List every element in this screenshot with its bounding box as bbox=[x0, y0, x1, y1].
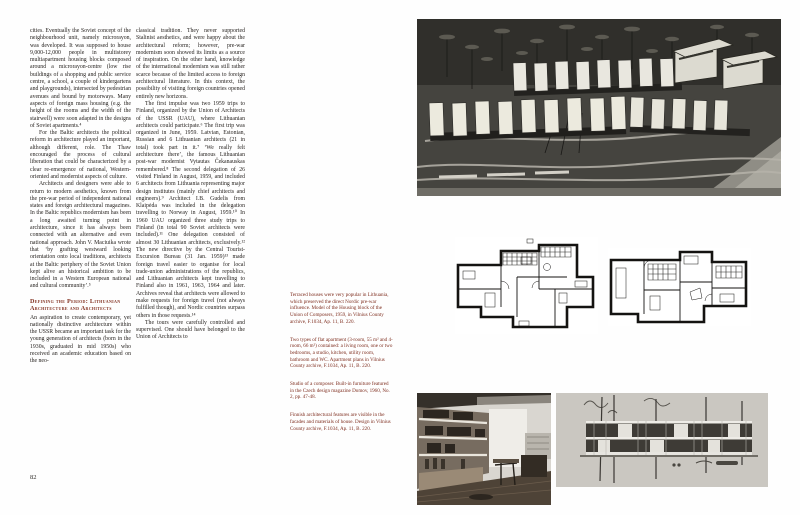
body-column-1 bbox=[30, 28, 131, 366]
elevation-drawing bbox=[556, 393, 768, 487]
caption-model: Terraced houses were very popular in Lithuania, which preserved the direct Nordic pre-war influence. Model of the Housing block of the Union of Composers, 1959, in Vilnius County archive, F.1034, Ap. 11, B. 220. bbox=[290, 292, 389, 325]
caption-plans: Two types of flat apartment (3-room, 55 m² and 4-room, 66 m²) contained: a living room, one or two bedrooms, a studio, kitchen, utility room, bathroom and WC. Apartment plans in Vilnius County archive, F.1034, Ap. 11, B. 220. bbox=[290, 336, 393, 370]
caption-elevation: Finnish architectural features are visible in the facades and materials of house. Design in Vilnius County archive, F.1034, Ap. 11, B. 220. bbox=[290, 412, 391, 432]
paragraph: cities. Eventually the Soviet concept of the neighbourhood unit, namely microrayon, was developed. It was supposed to house 9,000-12,000 people in multistorey multiapartment housing blocks composed around a microrayon-centre (low rise buildings of a shopping and public service centre, a school, a couple of kindergartens and playgrounds), intersected by pedestrian avenues and bound by motorways. Many aspects of foreign mass housing (e.g. the height of the rooms and the width of the stairwell) were soon adapted in the designs of Soviet apartments.⁴ bbox=[30, 28, 131, 129]
interior-photo bbox=[417, 393, 551, 505]
caption-interior: Studio of a composer. Built-in furniture featured in the Czech design magazine Domov, 1960, No. 2, pp. 47-48. bbox=[290, 381, 390, 401]
floor-plan-drawing-1 bbox=[455, 237, 598, 334]
page-number: 82 bbox=[30, 474, 37, 481]
body-column-2 bbox=[136, 28, 245, 342]
paragraph: Architects and designers were able to return to modern aesthetics, known from the pre-war period of independent national states and foreign architectural magazines. In the Baltic republics modernism has been a long awaited turning point in architecture, since it has always been connected with an alternative and even national approach. John V. Maciuika wrote that ‘by grafting westward looking orientation onto local traditions, architects at the Baltic periphery of the Soviet Union kept alive an historical ambition to be included in a Western European national and cultural community’.⁵ bbox=[30, 181, 131, 290]
paragraph: For the Baltic architects the political reform in architecture played an important, although different, role. The Thaw encouraged the process of cultural liberation that could be characterized by a clear re-emergence of national, Western-oriented and modernist aspects of culture. bbox=[30, 130, 131, 180]
section-heading: Defining the Period: Lithuanian Architecture and Architects bbox=[30, 297, 121, 313]
elevation-building bbox=[586, 421, 752, 455]
paragraph: An aspiration to create contemporary, yet nationally distinctive architecture within the USSR became an important task for the young generation of architects (born in the 1930s, graduated in mid 1950s) who received an academic education based on the neo- bbox=[30, 314, 131, 365]
paragraph: The tours were carefully controlled and supervised. One should have belonged to the Union of Architects to bbox=[136, 319, 245, 341]
paragraph: The first impulse was two 1959 trips to Finland, organized by the Union of Architects of the USSR (UAU), where Lithuanian architects could participate.⁶ The first trip was organized in June, 1959. Latvian, Estonian, Russian and 6 Lithuanian architects (21 in total) took part in it.⁷ ‘We really felt architecture there’, the famous Lithuanian post-war modernist Vytautas Čekanauskas remembered.⁸ The second delegation of 26 visited Finland in August, 1959, and included 6 architects from Lithuania representing major design institutes (mainly chief architects and engineers).⁹ Architect I.B. Gudelis from Klaipėda was included in the delegation travelling to Norway in August, 1959.¹⁰ In 1960 UAU organized three study trips to Finland (in total 90 Soviet architects were included).¹¹ One delegation consisted of almost 30 Lithuanian architects, exclusively.¹² The new directive by the Central Tourist-Excursion Bureau (31 Jan. 1959)¹³ made foreign travel easier to organise for local trade-union administrations of the republics, and Lithuanian architects kept travelling to Finland also in 1961, 1963, 1964 and later. Archives reveal that architects were allowed to make requests for foreign travel (not always fulfilled though), and Nordic countries surpass others in those requests.¹⁴ bbox=[136, 100, 245, 319]
figure-captions bbox=[290, 292, 393, 443]
paragraph: classical tradition. They never supported Stalinist aesthetics, and were happy about the architectural reform; however, pre-war modernism soon showed its limits as a source of inspiration. On the other hand, knowledge of the international modernism was still rather scarce because of the limited access to foreign architectural literature. In this context, the possibility of visiting foreign countries opened entirely new horizons. bbox=[136, 28, 245, 100]
floor-plan-drawing-2 bbox=[608, 248, 751, 326]
site-model-photo bbox=[417, 19, 781, 196]
